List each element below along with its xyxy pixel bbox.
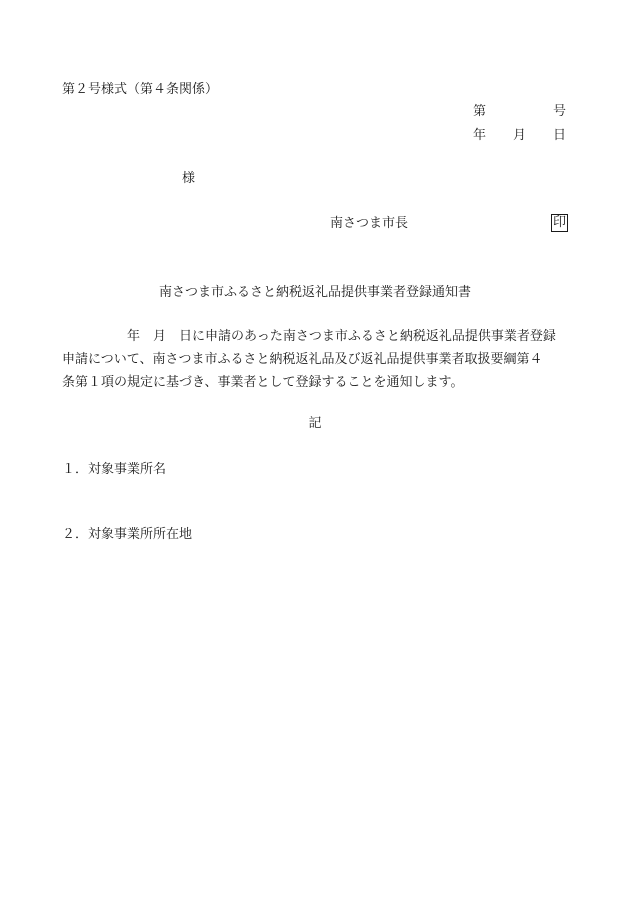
date-day-label: 日	[553, 128, 567, 143]
doc-number-prefix: 第	[473, 104, 487, 119]
body-line-2: 申請について、南さつま市ふるさと納税返礼品及び返礼品提供事業者取扱要綱第４	[62, 352, 543, 367]
date-month-label: 月	[513, 128, 527, 143]
item-business-address: ２．対象事業所所在地	[62, 527, 193, 542]
body-line-3: 条第１項の規定に基づき、事業者として登録することを通知します。	[62, 375, 464, 390]
item-business-name: １．対象事業所名	[62, 462, 167, 477]
document-title: 南さつま市ふるさと納税返礼品提供事業者登録通知書	[158, 285, 471, 300]
body-line-1: 年 月 日に申請のあった南さつま市ふるさと納税返礼品提供事業者登録	[62, 329, 556, 344]
addressee-suffix: 様	[182, 171, 196, 186]
ki-heading: 記	[308, 416, 322, 431]
body-paragraph	[62, 325, 582, 394]
form-label: 第２号様式（第４条関係）	[62, 82, 219, 97]
date-year-label: 年	[473, 128, 487, 143]
doc-number-suffix: 号	[553, 104, 567, 119]
issuer-name: 南さつま市長	[330, 216, 409, 231]
seal-mark: 印	[553, 215, 567, 230]
